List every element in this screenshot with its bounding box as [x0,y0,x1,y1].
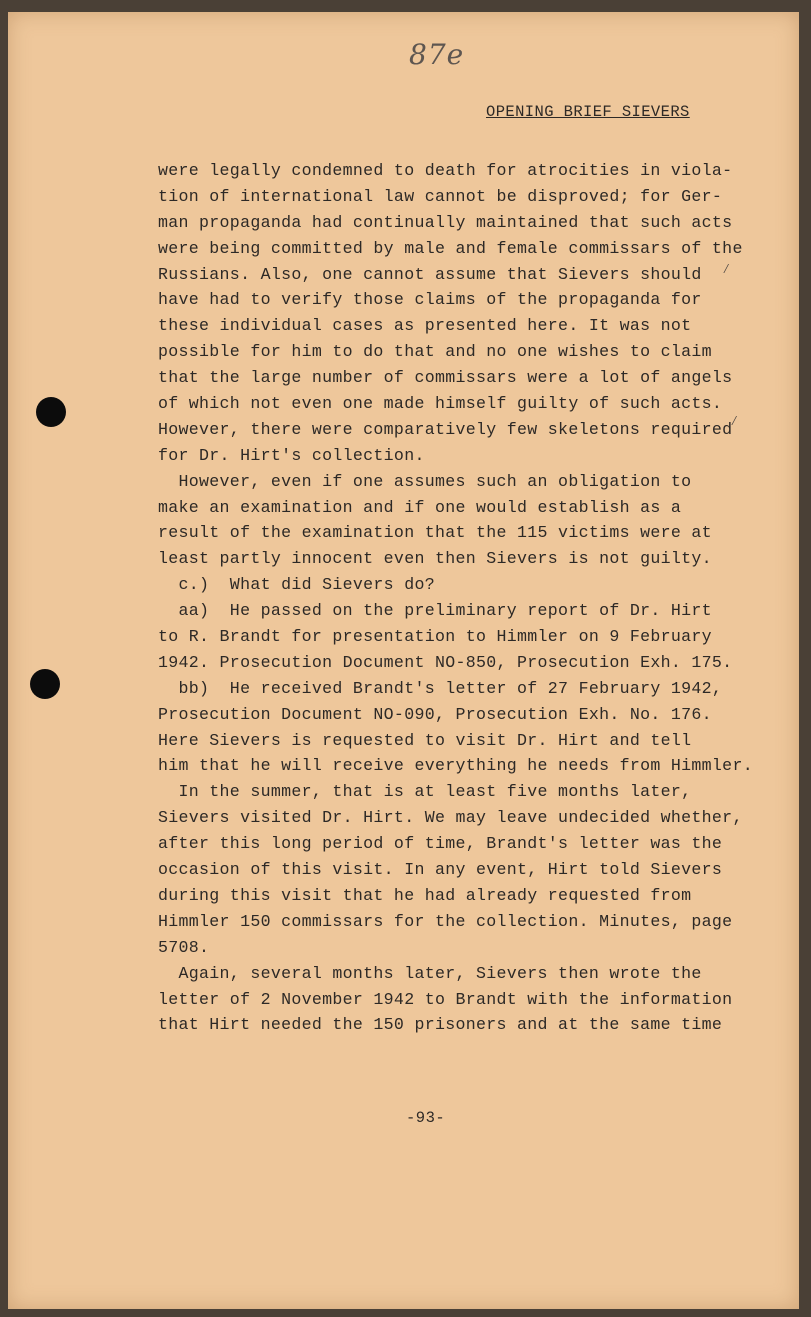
text-line: were legally condemned to death for atrocities in viola- [158,161,733,180]
text-line: to R. Brandt for presentation to Himmler on 9 February [158,627,712,647]
text-line: tion of international law cannot be disproved; for Ger- [158,186,723,206]
text-line: possible for him to do that and no one wishes to claim [158,342,712,362]
text-line: for Dr. Hirt's collection. [158,445,425,465]
text-line: were being committed by male and female commissars of the [158,238,743,258]
punch-hole-lower-icon [30,669,60,699]
text-line: In the summer, that is at least five months later, [158,782,692,802]
text-line: Here Sievers is requested to visit Dr. Hirt and tell [158,730,692,750]
text-line: letter of 2 November 1942 to Brandt with the information [158,989,733,1009]
margin-tick-icon: ⁄ [722,262,731,278]
text-line: 5708. [158,937,210,957]
text-line: However, even if one assumes such an obligation to [158,471,692,491]
text-line: 1942. Prosecution Document NO-850, Prosecution Exh. 175. [158,652,733,672]
text-line: result of the examination that the 115 victims were at [158,523,712,543]
running-head: OPENING BRIEF SIEVERS [486,103,690,121]
text-line: aa) He passed on the preliminary report of Dr. Hirt [158,601,712,621]
text-line: Prosecution Document NO-090, Prosecution Exh. No. 176. [158,704,712,724]
text-line: after this long period of time, Brandt's letter was the [158,834,723,854]
text-line: that Hirt needed the 150 prisoners and at the same time [158,1015,723,1035]
handwritten-page-mark: 87e [409,38,465,71]
text-line: Russians. Also, one cannot assume that Sievers should [158,264,702,284]
text-line: least partly innocent even then Sievers is not guilty. [158,549,712,569]
text-line: However, there were comparatively few skeletons required [158,419,733,439]
text-line: c.) What did Sievers do? [158,575,435,595]
page-number: -93- [406,1109,446,1127]
text-line: during this visit that he had already requested from [158,885,692,905]
body-text [158,158,758,1038]
text-line: of which not even one made himself guilty of such acts. [158,394,723,414]
text-line: Again, several months later, Sievers then wrote the [158,963,702,983]
text-line: these individual cases as presented here. It was not [158,316,692,336]
text-line: him that he will receive everything he needs from Himmler. [158,756,753,776]
text-line: man propaganda had continually maintained that such acts [158,212,733,232]
text-line: bb) He received Brandt's letter of 27 February 1942, [158,678,723,698]
text-line: make an examination and if one would establish as a [158,497,682,517]
punch-hole-upper-icon [36,397,66,427]
text-line: Sievers visited Dr. Hirt. We may leave undecided whether, [158,808,743,828]
text-line: have had to verify those claims of the propaganda for [158,290,702,310]
text-line: occasion of this visit. In any event, Hirt told Sievers [158,860,723,880]
text-line: Himmler 150 commissars for the collection. Minutes, page [158,911,733,931]
text-line: that the large number of commissars were a lot of angels [158,368,733,388]
margin-tick-icon: ⁄ [730,414,739,430]
